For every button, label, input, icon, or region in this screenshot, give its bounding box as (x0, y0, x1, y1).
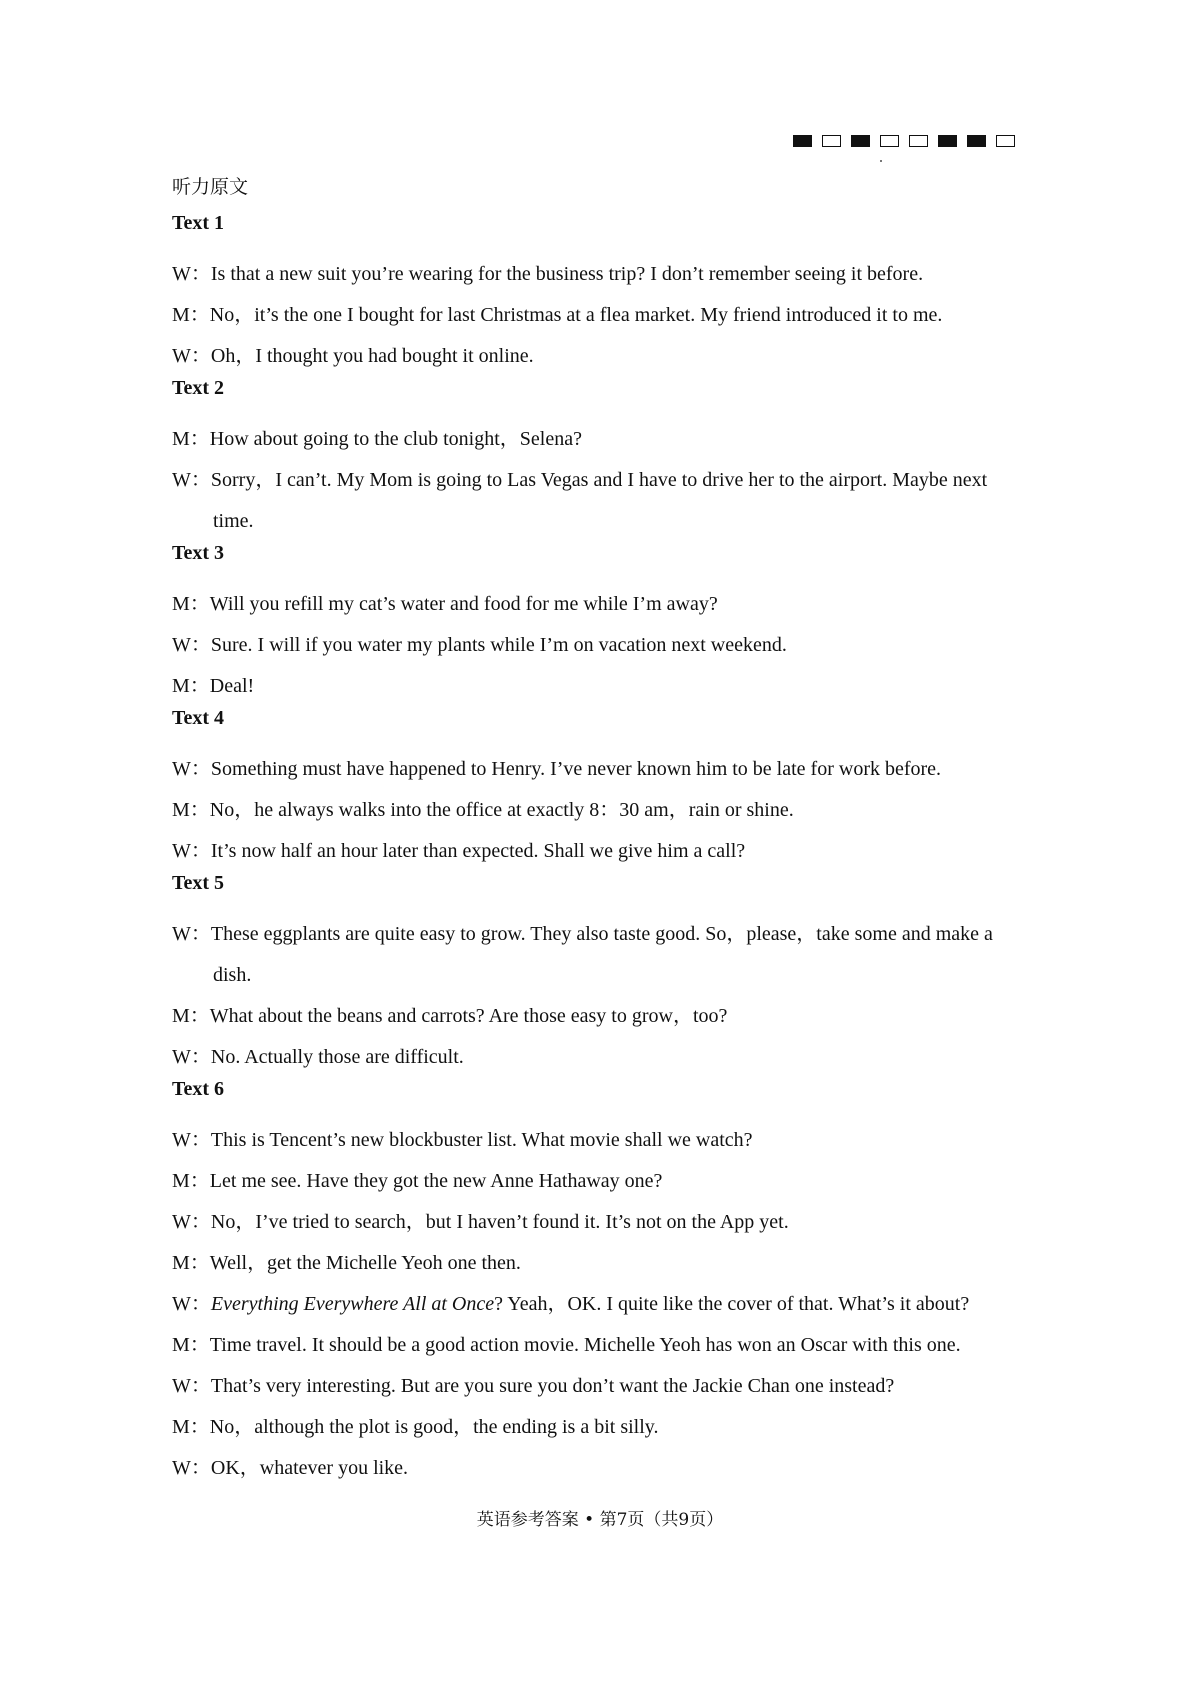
line-text: Will you refill my cat’s water and food for me while I’m away? (209, 593, 718, 615)
filled-mark (938, 135, 957, 147)
speaker-label: M： (172, 1005, 210, 1027)
speaker-label: W： (172, 469, 211, 491)
empty-mark (909, 135, 928, 147)
text-section (172, 377, 1032, 542)
page-heading: 听力原文 (172, 176, 249, 198)
dialogue-line (172, 254, 1032, 295)
speaker-label: M： (172, 1170, 210, 1192)
dialogue-line (172, 749, 1032, 790)
dialogue-line (172, 460, 1032, 542)
dialogue-line (172, 1161, 1032, 1202)
line-text: Oh，I thought you had bought it online. (210, 345, 534, 367)
dialogue-line (172, 996, 1032, 1037)
header-marks (793, 135, 1015, 147)
movie-title: Everything Everywhere All at Once (210, 1293, 495, 1315)
dialogue-line (172, 295, 1032, 336)
text-title: Text 1 (172, 212, 225, 234)
speaker-label: M： (172, 428, 210, 450)
scan-dot (880, 160, 882, 162)
line-text: It’s now half an hour later than expected. Shall we give him a call? (210, 840, 746, 862)
speaker-label: W： (172, 1211, 211, 1233)
line-text: No，I’ve tried to search，but I haven’t found it. It’s not on the App yet. (210, 1211, 789, 1233)
dialogue-line (172, 1120, 1032, 1161)
empty-mark (822, 135, 841, 147)
speaker-label: M： (172, 304, 210, 326)
line-text: Is that a new suit you’re wearing for the business trip? I don’t remember seeing it before. (210, 263, 924, 285)
line-text: OK，whatever you like. (210, 1457, 409, 1479)
speaker-label: W： (172, 1046, 211, 1068)
line-text: No. Actually those are difficult. (210, 1046, 464, 1068)
line-text: ? Yeah，OK. I quite like the cover of that. What’s it about? (494, 1293, 970, 1315)
line-text: Well，get the Michelle Yeoh one then. (209, 1252, 521, 1274)
listening-sections (172, 212, 1032, 1489)
line-text: These eggplants are quite easy to grow. They also taste good. So，please，take some and make a dish. (210, 923, 993, 986)
text-title: Text 3 (172, 542, 225, 564)
speaker-label: W： (172, 345, 211, 367)
text-title: Text 4 (172, 707, 225, 729)
line-text: Time travel. It should be a good action movie. Michelle Yeoh has won an Oscar with this one. (209, 1334, 961, 1356)
speaker-label: W： (172, 923, 211, 945)
dialogue-line (172, 1284, 1032, 1325)
filled-mark (793, 135, 812, 147)
speaker-label: W： (172, 1293, 211, 1315)
line-text: Let me see. Have they got the new Anne Hathaway one? (209, 1170, 663, 1192)
dialogue-line (172, 831, 1032, 872)
document-content (172, 170, 1032, 1489)
line-text: Sorry，I can’t. My Mom is going to Las Vegas and I have to drive her to the airport. Maybe next time. (210, 469, 988, 532)
dialogue-line (172, 1037, 1032, 1078)
line-text: No，he always walks into the office at exactly 8：30 am，rain or shine. (209, 799, 794, 821)
dialogue-line (172, 1407, 1032, 1448)
filled-mark (851, 135, 870, 147)
line-text: No，although the plot is good，the ending is a bit silly. (209, 1416, 659, 1438)
line-text: Something must have happened to Henry. I’ve never known him to be late for work before. (210, 758, 942, 780)
filled-mark (967, 135, 986, 147)
dialogue-line (172, 419, 1032, 460)
speaker-label: W： (172, 758, 211, 780)
dialogue-line (172, 1325, 1032, 1366)
dialogue-line (172, 1448, 1032, 1489)
line-text: Deal! (209, 675, 255, 697)
dialogue-line (172, 1202, 1032, 1243)
text-section (172, 1078, 1032, 1489)
speaker-label: M： (172, 1334, 210, 1356)
dialogue-line (172, 1243, 1032, 1284)
text-section (172, 542, 1032, 707)
speaker-label: W： (172, 263, 211, 285)
speaker-label: M： (172, 593, 210, 615)
speaker-label: W： (172, 1457, 211, 1479)
dialogue-line (172, 625, 1032, 666)
dialogue-line (172, 584, 1032, 625)
text-section (172, 872, 1032, 1078)
dialogue-line (172, 1366, 1032, 1407)
dialogue-line (172, 914, 1032, 996)
speaker-label: W： (172, 634, 211, 656)
text-section (172, 212, 1032, 377)
line-text: No，it’s the one I bought for last Christmas at a flea market. My friend introduced it to me. (209, 304, 943, 326)
line-text: Sure. I will if you water my plants while I’m on vacation next weekend. (210, 634, 787, 656)
dialogue-line (172, 666, 1032, 707)
speaker-label: M： (172, 675, 210, 697)
line-text: That’s very interesting. But are you sure you don’t want the Jackie Chan one instead? (210, 1375, 895, 1397)
dialogue-line (172, 790, 1032, 831)
line-text: How about going to the club tonight，Selena? (209, 428, 582, 450)
speaker-label: W： (172, 840, 211, 862)
speaker-label: W： (172, 1375, 211, 1397)
line-text: This is Tencent’s new blockbuster list. What movie shall we watch? (210, 1129, 753, 1151)
page-footer: 英语参考答案 • 第7页（共9页） (476, 1510, 724, 1530)
line-text: What about the beans and carrots? Are those easy to grow，too? (209, 1005, 728, 1027)
empty-mark (880, 135, 899, 147)
speaker-label: M： (172, 1252, 210, 1274)
text-title: Text 5 (172, 872, 225, 894)
speaker-label: W： (172, 1129, 211, 1151)
dialogue-line (172, 336, 1032, 377)
text-title: Text 2 (172, 377, 225, 399)
text-section (172, 707, 1032, 872)
text-title: Text 6 (172, 1078, 225, 1100)
speaker-label: M： (172, 799, 210, 821)
empty-mark (996, 135, 1015, 147)
speaker-label: M： (172, 1416, 210, 1438)
